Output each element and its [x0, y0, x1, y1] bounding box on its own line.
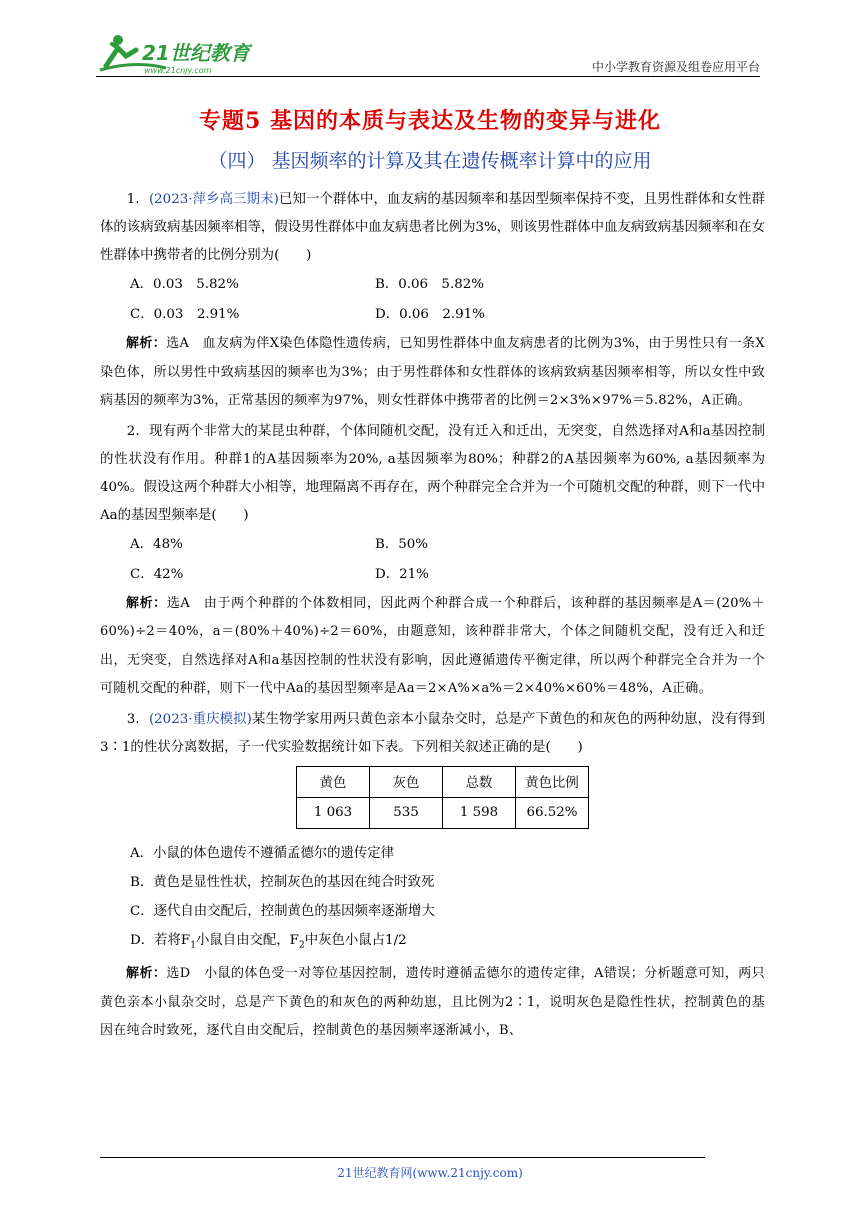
option-c: C．0.03 2.91%	[130, 307, 240, 322]
footer-divider	[100, 1157, 705, 1158]
table-header-cell: 灰色	[370, 766, 443, 797]
table-cell: 535	[370, 797, 443, 828]
table-cell: 1 063	[297, 797, 370, 828]
option-b: B．0.06 5.82%	[375, 277, 484, 292]
header-divider	[96, 76, 760, 77]
option-c: C．逐代自由交配后，控制黄色的基因频率逐渐增大	[130, 903, 435, 919]
sub-title: （四） 基因频率的计算及其在遗传概率计算中的应用	[208, 150, 652, 172]
question-1-options-row-1	[100, 270, 765, 300]
table-header-row	[297, 766, 589, 797]
option-d: D．21%	[375, 566, 429, 582]
option-a: A．48%	[130, 536, 183, 552]
question-3-source: (2023·重庆模拟)	[148, 711, 252, 727]
main-title: 专题5 基因的本质与表达及生物的变异与进化	[199, 108, 661, 134]
question-2: 2．现有两个非常大的某昆虫种群，个体间随机交配，没有迁入和迁出，无突变，自然选择对A和a基因控制的性状没有作用。种群1的A基因频率为20%, a基因频率为80%；种群2的A基因频率为60%, a基因频率为40%。假设这两个种群大小相等，地理隔离不再存在，两个种群完全合并为一个可随机交配的种群，则下一代中Aa的基因型频率是( )	[100, 423, 765, 523]
option-d: D．若将$F_1$小鼠自由交配，$F_2$中灰色小鼠占1/2	[130, 932, 407, 951]
table-header-cell: 黄色比例	[516, 766, 589, 797]
platform-name: 中小学教育资源及组卷应用平台	[591, 60, 760, 74]
question-1: 1．(2023·萍乡高三期末)已知一个群体中，血友病的基因频率和基因型频率保持不变，且男性群体和女性群体的该病致病基因频率相等，假设男性群体中血友病患者比例为3%，则该男性群体中血友病致病基因频率和在女性群体中携带者的比例分别为( )	[100, 192, 765, 263]
question-3: 3．(2023·重庆模拟)某生物学家用两只黄色亲本小鼠杂交时，总是产下黄色的和灰色的两种幼崽，没有得到3∶1的性状分离数据，子一代实验数据统计如下表。下列相关叙述正确的是( )	[100, 711, 765, 755]
option-c: C．42%	[130, 566, 184, 582]
table-row	[297, 797, 589, 828]
site-logo	[96, 30, 256, 78]
table-cell: 1 598	[443, 797, 516, 828]
question-1-options-row-2	[100, 300, 765, 330]
table-header-cell: 总数	[443, 766, 516, 797]
question-1-source: (2023·萍乡高三期末)	[148, 192, 279, 207]
table-cell: 66.52%	[516, 797, 589, 828]
footer-link[interactable]: 21世纪教育网(www.21cnjy.com)	[337, 1166, 523, 1180]
question-2-options-row-1	[100, 530, 765, 560]
question-2-answer: 解析：选A 由于两个种群的个体数相同，因此两个种群合成一个种群后，该种群的基因频率是A＝(20%＋60%)÷2＝40%，a＝(80%＋40%)÷2＝60%，由题意知，该种群非常大，个体之间随机交配，没有迁入和迁出，无突变，自然选择对A和a基因控制的性状没有影响，因此遵循遗传平衡定律，所以两个种群完全合并为一个可随机交配的种群，则下一代中Aa的基因型频率是Aa＝2×A%×a%＝2×40%×60%＝48%，A正确。	[100, 595, 766, 696]
table-header-cell: 黄色	[297, 766, 370, 797]
option-d: D．0.06 2.91%	[375, 307, 485, 322]
document-body	[100, 186, 765, 1046]
question-2-options-row-2	[100, 560, 765, 590]
question-1-answer: 解析：选A 血友病为伴X染色体隐性遗传病，已知男性群体中血友病患者的比例为3%，由于男性只有一条X染色体，所以男性中致病基因的频率也为3%；由于男性群体和女性群体的该病致病基因频率相等，所以女性中致病基因的频率为3%，正常基因的频率为97%，则女性群体中携带者的比例＝2×3%×97%＝5.82%，A正确。	[100, 336, 765, 408]
option-a: A．0.03 5.82%	[130, 277, 239, 292]
option-a: A．小鼠的体色遗传不遵循孟德尔的遗传定律	[130, 845, 395, 861]
logo-text: 21世纪教育	[142, 41, 250, 65]
data-table	[296, 766, 589, 829]
option-b: B．黄色是显性性状，控制灰色的基因在纯合时致死	[130, 874, 435, 890]
question-3-answer: 解析：选D 小鼠的体色受一对等位基因控制，遗传时遵循孟德尔的遗传定律，A错误；分析题意可知，两只黄色亲本小鼠杂交时，总是产下黄色的和灰色的两种幼崽，且比例为2∶1，说明灰色是隐性性状，控制黄色的基因在纯合时致死，逐代自由交配后，控制黄色的基因频率逐渐减小，B、	[100, 966, 766, 1039]
option-b: B．50%	[375, 536, 428, 552]
logo-url: www.21cnjy.com	[144, 66, 212, 75]
